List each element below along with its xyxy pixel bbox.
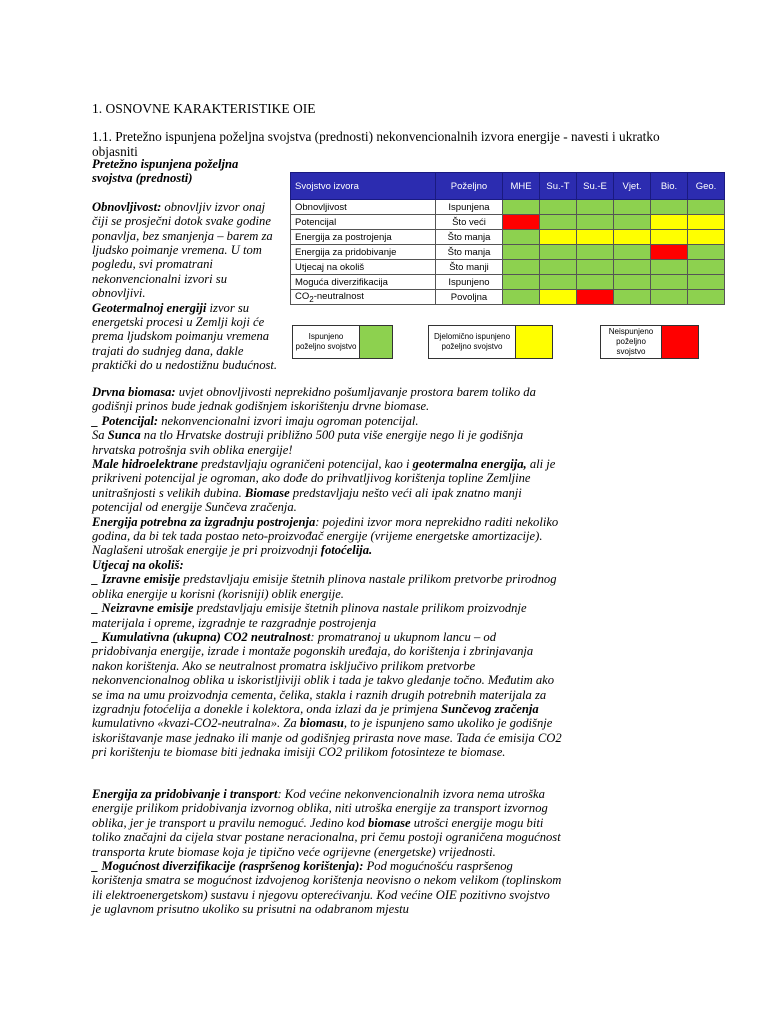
rating-cell [540,275,577,290]
row-desired-value: Što manja [436,230,503,245]
sunz-text: kumulativno «kvazi-CO2-neutralna». Za [92,716,300,731]
rating-cell [688,245,725,260]
rating-cell [540,245,577,260]
section-heading: 1. OSNOVNE KARAKTERISTIKE OIE [92,101,316,116]
rating-cell [577,245,614,260]
geoe-bold: geotermalna energija, [412,457,527,472]
legend-green [292,325,393,359]
rating-cell [614,290,651,305]
legend-red [600,325,699,359]
geoe-text: ali je prikriveni potencijal je ogroman, ako dođe do prihvatljivog korištenja topline Zemljine unitrašnjosti s velikih dubina. [92,457,556,500]
rating-cell [651,275,688,290]
rating-cell [540,260,577,275]
enpost-text: : pojedini izvor mora neprekidno raditi nekoliko godina, da bi tek tada postao neto-proizvođač energije (vrijeme energetske amortizacije). Naglašeni utrošak energije je pri proizvodnji [92,514,559,558]
header-sue: Su.-E [577,173,614,200]
enprid-paragraph [92,787,562,859]
row-property-name: Energija za pridobivanje [291,245,436,260]
legend-green-label: Ispunjeno poželjno svojstvo [293,326,359,358]
rating-cell [503,200,540,215]
subsection-heading: 1.1. Pretežno ispunjena poželjna svojstva (prednosti) nekonvencionalnih izvora energije - navesti i ukratko objasniti [92,129,660,159]
enpost-label: Energija potrebna za izgradnju postrojenja [92,514,316,529]
kumulativna-label: _ Kumulativna (ukupna) CO2 neutralnost [92,629,311,644]
kumulativna-text: : promatranoj u ukupnom lancu – od pridobivanja energije, izrade i montaže pogonskih uređaja, do korištenja i zbrinjavanja nakon korištenja. Ako se neutralnost promatra isključivo prilikom pretvorbe nekonvencionalnog oblika u iskoristljiviji oblik i tada je takvo gledanje točno. Međutim ako se ima na umu proizvodnja cementa, čelika, stakla i raznih drugih potrebnih materijala za izgradnju fotoćelija a donekle i kolektora, onda izlazi da je primjena [92,629,555,716]
biom-bold: biomasu [299,716,344,731]
rating-cell [614,200,651,215]
izravne-label: _ Izravne emisije [92,572,181,587]
body-text-2 [92,787,562,917]
row-desired-value: Ispunjeno [436,275,503,290]
row-desired-value: Povoljna [436,290,503,305]
header-pozeljno: Poželjno [436,173,503,200]
rating-cell [577,260,614,275]
table-row [291,260,725,275]
header-sut: Su.-T [540,173,577,200]
table-row [291,245,725,260]
drvna-text: uvjet obnovljivosti neprekidno pošumljavanje prostora barem toliko da godišnji prinos bude jednak godišnjem iskorištenju drvne biomase. [92,385,536,414]
rating-cell [614,275,651,290]
sunca-paragraph [92,428,562,457]
rating-cell [651,290,688,305]
co2-suffix: -neutralnost [313,290,364,302]
utjecaj-label: Utjecaj na okoliš: [92,557,184,572]
table-row [291,290,725,305]
row-desired-value: Što veći [436,215,503,230]
legend-yellow [428,325,553,359]
left-column-text [92,157,280,373]
sunca-pre: Sa [92,428,108,443]
rating-cell [614,245,651,260]
row-property-name: Utjecaj na okoliš [291,260,436,275]
rating-cell [651,200,688,215]
table-row [291,215,725,230]
geotermalna-text: izvor su energetski procesi u Zemlji koji će prema ljudskom poimanju vremena trajati do sudnjeg dana, dakle praktički do u nedostižnu budućnost. [92,300,278,373]
rating-cell [651,260,688,275]
neizravne-label: _ Neizravne emisije [92,601,194,616]
rating-cell [688,275,725,290]
rating-cell [651,245,688,260]
enprid-text2: utrošci energije mogu biti toliko značajni da cijela stvar postane neracionalna, pri čemu postoji ograničena mogućnost transporta krute biomase koja je tipično veće ogrijevne (energetske) vrijednosti. [92,815,561,859]
potencijal-paragraph [92,414,562,428]
enpost-paragraph [92,515,562,558]
row-desired-value: Što manja [436,245,503,260]
enprid-text: : Kod većine nekonvencionalnih izvora nema utroška energije prilikom pridobivanja izvornog oblika, niti utroška energije za transport izvornog oblika, jer je transport u pravilu nemoguć. Jedino kod [92,787,548,830]
row-property-name: Potencijal [291,215,436,230]
body-text [92,385,562,760]
row-property-name: Obnovljivost [291,200,436,215]
foto-bold: fotoćelija. [320,543,373,558]
geotermalna-label: Geotermalnoj energiji [92,300,207,315]
obnovljivost-text: obnovljiv izvor onaj čiji se prosječni dotok svake godine ponavlja, bez smanjenja – barem za ljudsko poimanje vremena. U tom pogledu, svi promatrani nekonvencionalni izvori su obnovljivi. [92,199,273,301]
table-header-row [291,173,725,200]
biomase-text: predstavljaju nešto veći ali ipak znatno manji potencijal od energije Sunčeva zračenja. [92,485,522,515]
biom-text: , to je ispunjeno samo ukoliko je godišnje iskorištavanje mase jednako ili manje od godišnjeg prirasta nove mase. Tada će emisija CO2 pri korištenju te biomase biti jednaka imisiji CO2 prilikom fotosinteze te biomase. [92,716,562,760]
kumulativna-paragraph [92,630,562,760]
legend-red-swatch [661,326,698,358]
row-property-name: Energija za postrojenja [291,230,436,245]
rating-cell [688,260,725,275]
rating-cell [577,230,614,245]
potencijal-text: nekonvencionalni izvori imaju ogroman potencijal. [158,413,419,428]
izravne-text: predstavljaju emisije štetnih plinova nastale prilikom pretvorbe prirodnog oblika energije u korisni (korisniji) oblik energije. [92,572,557,601]
mogucnost-label: _ Mogućnost diverzifikacije (raspršenog korištenja): [92,859,364,874]
table-row [291,230,725,245]
table-row [291,275,725,290]
header-geo: Geo. [688,173,725,200]
rating-cell [688,230,725,245]
biomase2-bold: biomase [367,815,411,830]
legend-green-swatch [359,326,392,358]
neizravne-text: predstavljaju emisije štetnih plinova nastale prilikom proizvodnje materijala i opreme, izgradnje te razgradnje postrojenja [92,601,527,630]
sunca-post: na tlo Hrvatske dostruji približno 500 puta više energije nego li je godišnja hrvatska potrošnja svih oblika energije! [92,428,524,457]
mogucnost-paragraph [92,859,562,917]
rating-cell [503,290,540,305]
biomase-bold: Biomase [244,485,290,500]
rating-cell [614,230,651,245]
rating-cell [577,290,614,305]
header-svojstvo: Svojstvo izvora [291,173,436,200]
header-mhe: MHE [503,173,540,200]
rating-cell [688,200,725,215]
rating-cell [651,230,688,245]
co2-prefix: CO [295,290,310,302]
rating-cell [688,290,725,305]
sunz-bold: Sunčevog zračenja [441,701,539,716]
rating-cell [540,200,577,215]
rating-cell [688,215,725,230]
geotermalna-paragraph [92,301,280,373]
obnovljivost-label: Obnovljivost: [92,199,162,214]
rating-cell [577,215,614,230]
rating-cell [540,290,577,305]
legend-red-label: Neispunjeno poželjno svojstvo [601,326,661,358]
rating-cell [503,230,540,245]
co2-subscript: 2 [309,294,314,304]
properties-table [290,172,725,305]
mogucnost-text: Pod mogućnošću raspršenog korištenja smatra se mogućnost izdvojenog korištenja neovisno o nekom velikom (toplinskom ili elektroenergetskom) sustavu i njegovu opterećivanju. Kod većine OIE pozitivno svojstvo je uglavnom prisutno ukoliko su prisutni na odabranom mjestu [92,859,562,917]
table-row [291,200,725,215]
rating-cell [577,275,614,290]
rating-cell [614,215,651,230]
rating-cell [503,215,540,230]
header-bio: Bio. [651,173,688,200]
legend-yellow-swatch [515,326,552,358]
obnovljivost-paragraph [92,200,280,301]
rating-cell [503,275,540,290]
neizravne-paragraph [92,601,562,630]
sunca-bold: Sunca [107,428,141,443]
male-bold: Male hidroelektrane [92,457,198,472]
row-property-name: Moguća diverzifikacija [291,275,436,290]
rating-cell [540,230,577,245]
rating-cell [540,215,577,230]
male-paragraph [92,457,562,515]
rating-cell [577,200,614,215]
drvna-paragraph [92,385,562,414]
row-property-name [291,290,436,305]
row-desired-value: Što manji [436,260,503,275]
potencijal-label: _ Potencijal: [92,413,159,428]
legend-yellow-label: Djelomično ispunjeno poželjno svojstvo [429,326,515,358]
izravne-paragraph [92,572,562,601]
rating-cell [503,245,540,260]
header-vjet: Vjet. [614,173,651,200]
enprid-label: Energija za pridobivanje i transport [92,787,278,801]
rating-cell [503,260,540,275]
drvna-label: Drvna biomasa: [92,385,176,399]
row-desired-value: Ispunjena [436,200,503,215]
male-mid: predstavljaju ograničeni potencijal, kao i [198,457,413,472]
rating-cell [651,215,688,230]
rating-cell [614,260,651,275]
left-title: Pretežno ispunjena poželjna svojstva (prednosti) [92,157,239,186]
